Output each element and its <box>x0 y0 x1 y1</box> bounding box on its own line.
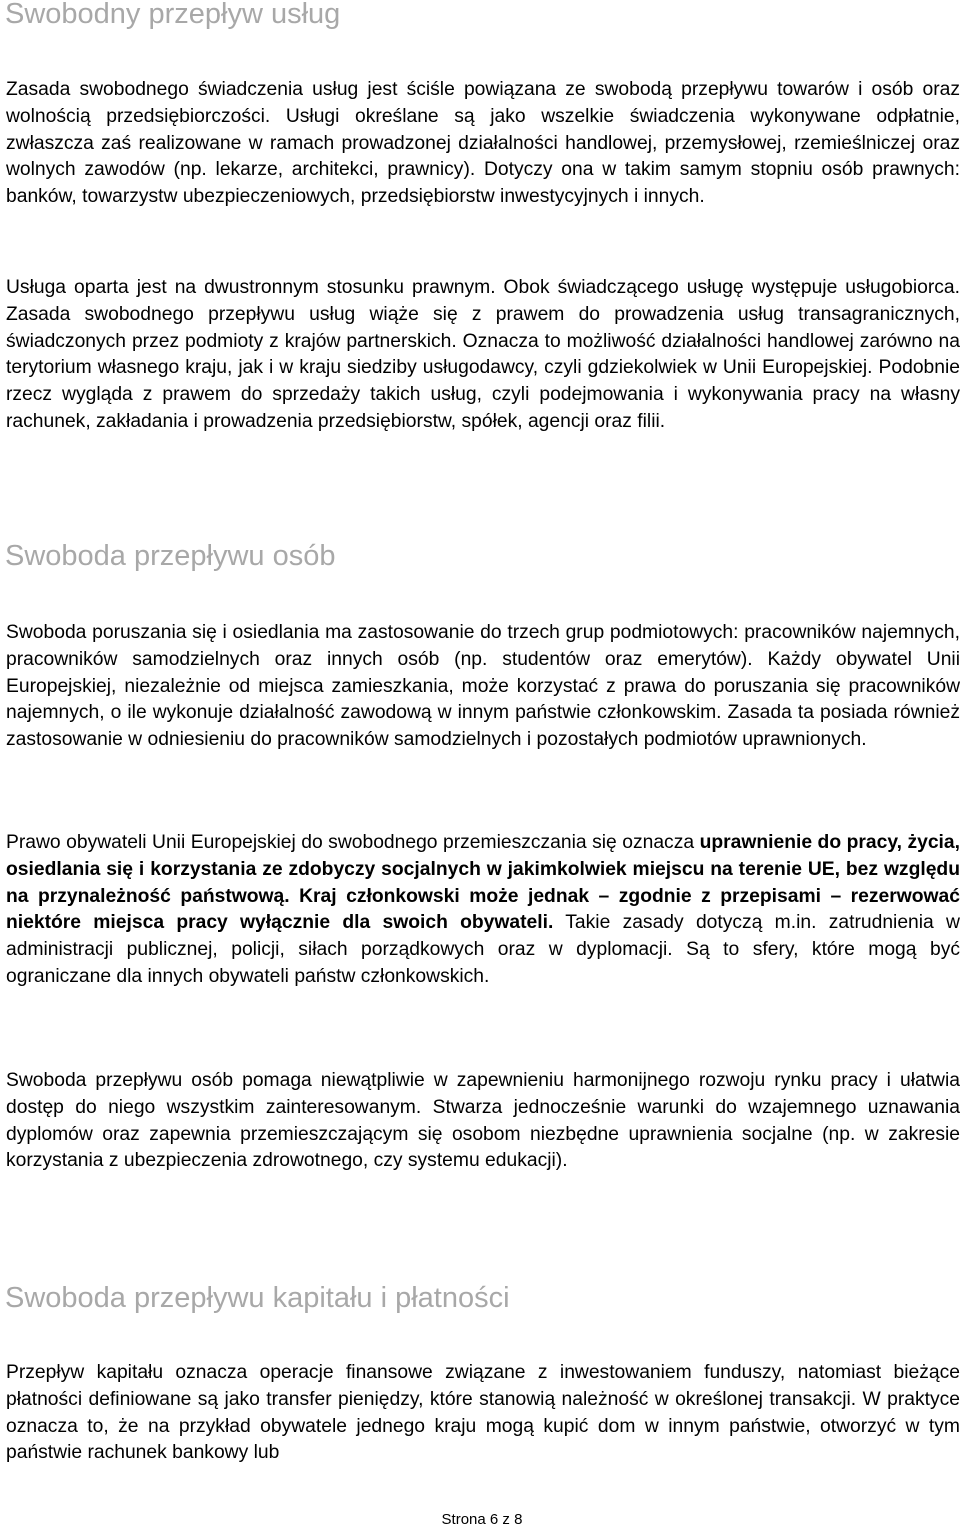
paragraph-text: Prawo obywateli Unii Europejskiej do swobodnego przemieszczania się oznacza <box>6 832 700 853</box>
paragraph-text: Usługa oparta jest na dwustronnym stosunku prawnym. Obok świadczącego usługę występuje usługobiorca. Zasada swobodnego przepływu usług wiąże się z prawem do prowadzenia usług transagranicznych, świadczonych przez podmioty z krajów partnerskich. Oznacza to możliwość działalności handlowej zarówno na terytorium własnego kraju, jak i w kraju siedziby usługodawcy, czyli gdziekolwiek w Unii Europejskiej. Podobnie rzecz wygląda z prawem do sprzedaży takich usług, czyli podejmowania i wykonywania pracy na własny rachunek, zakładania i prowadzenia przedsiębiorstw, spółek, agencji oraz filii. <box>6 277 960 432</box>
paragraph-persons-labour-market <box>6 1068 960 1175</box>
paragraph-text: Swoboda przepływu osób pomaga niewątpliwie w zapewnieniu harmonijnego rozwoju rynku pracy i ułatwia dostęp do niego wszystkim zainteresowanym. Stwarza jednocześnie warunki do wzajemnego uznawania dyplomów oraz zapewnia przemieszczającym się osobom niezbędne uprawnienia socjalne (np. w zakresie korzystania z ubezpieczenia zdrowotnego, czy systemu edukacji). <box>6 1070 960 1172</box>
paragraph-persons-rights <box>6 830 960 991</box>
paragraph-text: Takie zasady dotyczą m.in. zatrudnienia w administracji publicznej, policji, siłach porządkowych oraz w dyplomacji. Są to sfery, które mogą być ograniczane dla innych obywateli państw członkowskich. <box>6 912 960 987</box>
paragraph-text: Przepływ kapitału oznacza operacje finansowe związane z inwestowaniem funduszy, natomiast bieżące płatności definiowane są jako transfer pieniędzy, które stanowią należność w określonej transakcji. W praktyce oznacza to, że na przykład obywatele jednego kraju mogą kupić dom w innym państwie, otworzyć w tym państwie rachunek bankowy lub <box>6 1362 960 1464</box>
page-number: Strona 6 z 8 <box>441 1511 523 1528</box>
paragraph-persons-groups <box>6 620 960 754</box>
paragraph-services-definition <box>6 77 960 211</box>
section-heading-capital: Swoboda przepływu kapitału i płatności <box>5 1282 510 1314</box>
paragraph-services-legal-relation <box>6 275 960 436</box>
paragraph-text: Zasada swobodnego świadczenia usług jest ściśle powiązana ze swobodą przepływu towarów i osób oraz wolnością przedsiębiorczości. Usługi określane są jako wszelkie świadczenia wykonywane odpłatnie, zwłaszcza zaś realizowane w ramach prowadzonej działalności handlowej, przemysłowej, rzemieślniczej oraz wolnych zawodów (np. lekarze, architekci, prawnicy). Dotyczy ona w takim samym stopniu osób prawnych: banków, towarzystw ubezpieczeniowych, przedsiębiorstw inwestycyjnych i innych. <box>6 79 960 208</box>
paragraph-capital-definition <box>6 1360 960 1467</box>
section-heading-services: Swobodny przepływ usług <box>5 0 341 30</box>
section-heading-persons: Swoboda przepływu osób <box>5 540 336 572</box>
paragraph-bold-text: uprawnienie do pracy, życia, osiedlania się i korzystania ze zdobyczy socjalnych w jakimkolwiek miejscu na terenie UE, bez względu na przynależność państwową. Kraj członkowski może jednak – zgodnie z przepisami – rezerwować niektóre miejsca pracy wyłącznie dla swoich obywateli. <box>6 832 960 934</box>
paragraph-text: Swoboda poruszania się i osiedlania ma zastosowanie do trzech grup podmiotowych: pracowników najemnych, pracowników samodzielnych oraz innych osób (np. studentów oraz emerytów). Każdy obywatel Unii Europejskiej, niezależnie od miejsca zamieszkania, może korzystać z prawa do poruszania się pracowników najemnych, o ile wykonuje działalność zawodową w innym państwie członkowskim. Zasada ta posiada również zastosowanie w odniesieniu do pracowników samodzielnych i pozostałych podmiotów uprawnionych. <box>6 622 960 751</box>
